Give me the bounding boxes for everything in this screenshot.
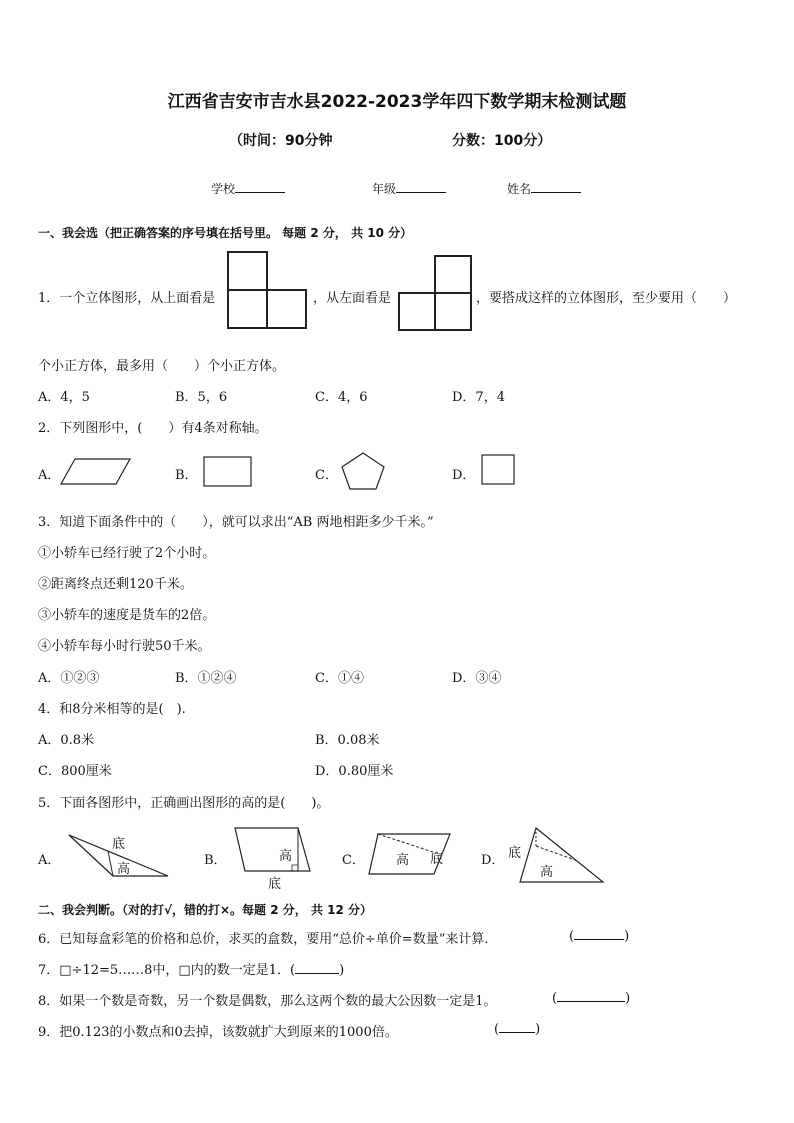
grade-input-line[interactable]	[396, 180, 446, 193]
q1-part2: ，从左面看是	[313, 291, 392, 306]
section1-heading: 一、我会选（把正确答案的序号填在括号里。 每题 2 分， 共 10 分）	[38, 226, 413, 240]
q3-option-b[interactable]: B．①②④	[175, 671, 237, 686]
school-label: 学校	[211, 182, 236, 196]
name-label: 姓名	[507, 182, 532, 196]
q5-figure-a[interactable]	[68, 832, 170, 880]
q5d-base-text: 底	[508, 846, 522, 861]
q1-line2: 个小正方体，最多用（ ）个小正方体。	[38, 359, 286, 374]
q4-option-a[interactable]: A．0.8米	[38, 733, 95, 748]
q6-text: 6．已知每盒彩笔的价格和总价，求买的盒数，要用“总价÷单价=数量”来计算．	[38, 932, 498, 947]
q2-stem: 2．下列图形中，( ）有4条对称轴。	[38, 421, 268, 436]
q1-part1: 1．一个立体图形，从上面看是	[38, 291, 216, 306]
q5a-height-text: 高	[117, 862, 131, 877]
q5c-height-text: 高	[396, 853, 410, 868]
parallelogram-shape[interactable]	[60, 457, 132, 487]
q2-label-d[interactable]: D．	[452, 468, 476, 483]
q6-answer-blank[interactable]: ( )	[569, 929, 630, 944]
q9-text: 9．把0.123的小数点和0去掉，该数就扩大到原来的1000倍。	[38, 1025, 398, 1040]
school-field	[211, 180, 285, 197]
exam-time: （时间：90分钟	[229, 133, 333, 149]
q8-text: 8．如果一个数是奇数，另一个数是偶数，那么这两个数的最大公因数一定是1。	[38, 994, 497, 1009]
q3-condition-1: ①小轿车已经行驶了2个小时。	[38, 546, 216, 561]
q5-label-c[interactable]: C．	[342, 853, 365, 868]
q5-stem: 5．下面各图形中，正确画出图形的高的是( )。	[38, 796, 330, 811]
q5-label-d[interactable]: D．	[481, 853, 505, 868]
q3-condition-2: ②距离终点还剩120千米。	[38, 577, 193, 592]
q2-label-c[interactable]: C．	[315, 468, 338, 483]
q9-answer-blank[interactable]: ( )	[494, 1022, 541, 1037]
q3-condition-4: ④小轿车每小时行驶50千米。	[38, 639, 211, 654]
q5a-base-text: 底	[112, 837, 126, 852]
q5b-height-text: 高	[279, 849, 293, 864]
square-shape[interactable]	[481, 454, 517, 486]
q5c-base-text: 底	[430, 852, 444, 867]
q1-option-c[interactable]: C．4，6	[315, 390, 368, 405]
grade-label: 年级	[372, 182, 397, 196]
q4-option-c[interactable]: C．800厘米	[38, 764, 112, 779]
q4-option-b[interactable]: B．0.08米	[315, 733, 380, 748]
q1-option-a[interactable]: A．4，5	[38, 390, 90, 405]
q5-figure-d[interactable]	[506, 826, 606, 884]
q1-part3: ，要搭成这样的立体图形，至少要用（ ）	[476, 291, 737, 306]
q1-option-b[interactable]: B．5，6	[175, 390, 228, 405]
q5b-base-text: 底	[268, 877, 282, 892]
q3-condition-3: ③小轿车的速度是货车的2倍。	[38, 608, 216, 623]
q5-label-a[interactable]: A．	[38, 853, 61, 868]
q3-option-c[interactable]: C．①④	[315, 671, 364, 686]
name-field	[507, 180, 581, 197]
q5-label-b[interactable]: B．	[204, 853, 227, 868]
q2-label-b[interactable]: B．	[175, 468, 198, 483]
pentagon-shape[interactable]	[340, 451, 386, 491]
q3-option-a[interactable]: A．①②③	[38, 671, 100, 686]
q4-stem: 4．和8分米相等的是( ).	[38, 702, 186, 717]
grade-field	[372, 180, 446, 197]
rectangle-shape[interactable]	[203, 456, 253, 488]
q5-figure-b[interactable]	[232, 826, 314, 892]
q7-stem: 7．□÷12=5……8中，□内的数一定是1．(	[38, 963, 296, 978]
q5-figure-c[interactable]	[368, 832, 452, 880]
exam-title: 江西省吉安市吉水县2022-2023学年四下数学期末检测试题	[167, 92, 627, 112]
q8-answer-blank[interactable]: ( )	[552, 991, 631, 1006]
q3-stem: 3．知道下面条件中的（ ），就可以求出“AB 两地相距多少千米。”	[38, 515, 434, 530]
left-view-figure	[398, 255, 474, 331]
name-input-line[interactable]	[531, 180, 581, 193]
q2-label-a[interactable]: A．	[38, 468, 61, 483]
q4-option-d[interactable]: D．0.80厘米	[315, 764, 394, 779]
q7-answer-blank[interactable]	[295, 962, 339, 974]
exam-score: 分数：100分）	[452, 133, 552, 149]
q1-option-d[interactable]: D．7，4	[452, 390, 505, 405]
q3-option-d[interactable]: D．③④	[452, 671, 502, 686]
q5d-height-text: 高	[540, 865, 554, 880]
q7-text: 7．□÷12=5……8中，□内的数一定是1．( )	[38, 963, 345, 978]
school-input-line[interactable]	[235, 180, 285, 193]
section2-heading: 二、我会判断。（对的打√，错的打×。每题 2 分， 共 12 分）	[38, 903, 372, 917]
top-view-figure	[227, 251, 309, 331]
